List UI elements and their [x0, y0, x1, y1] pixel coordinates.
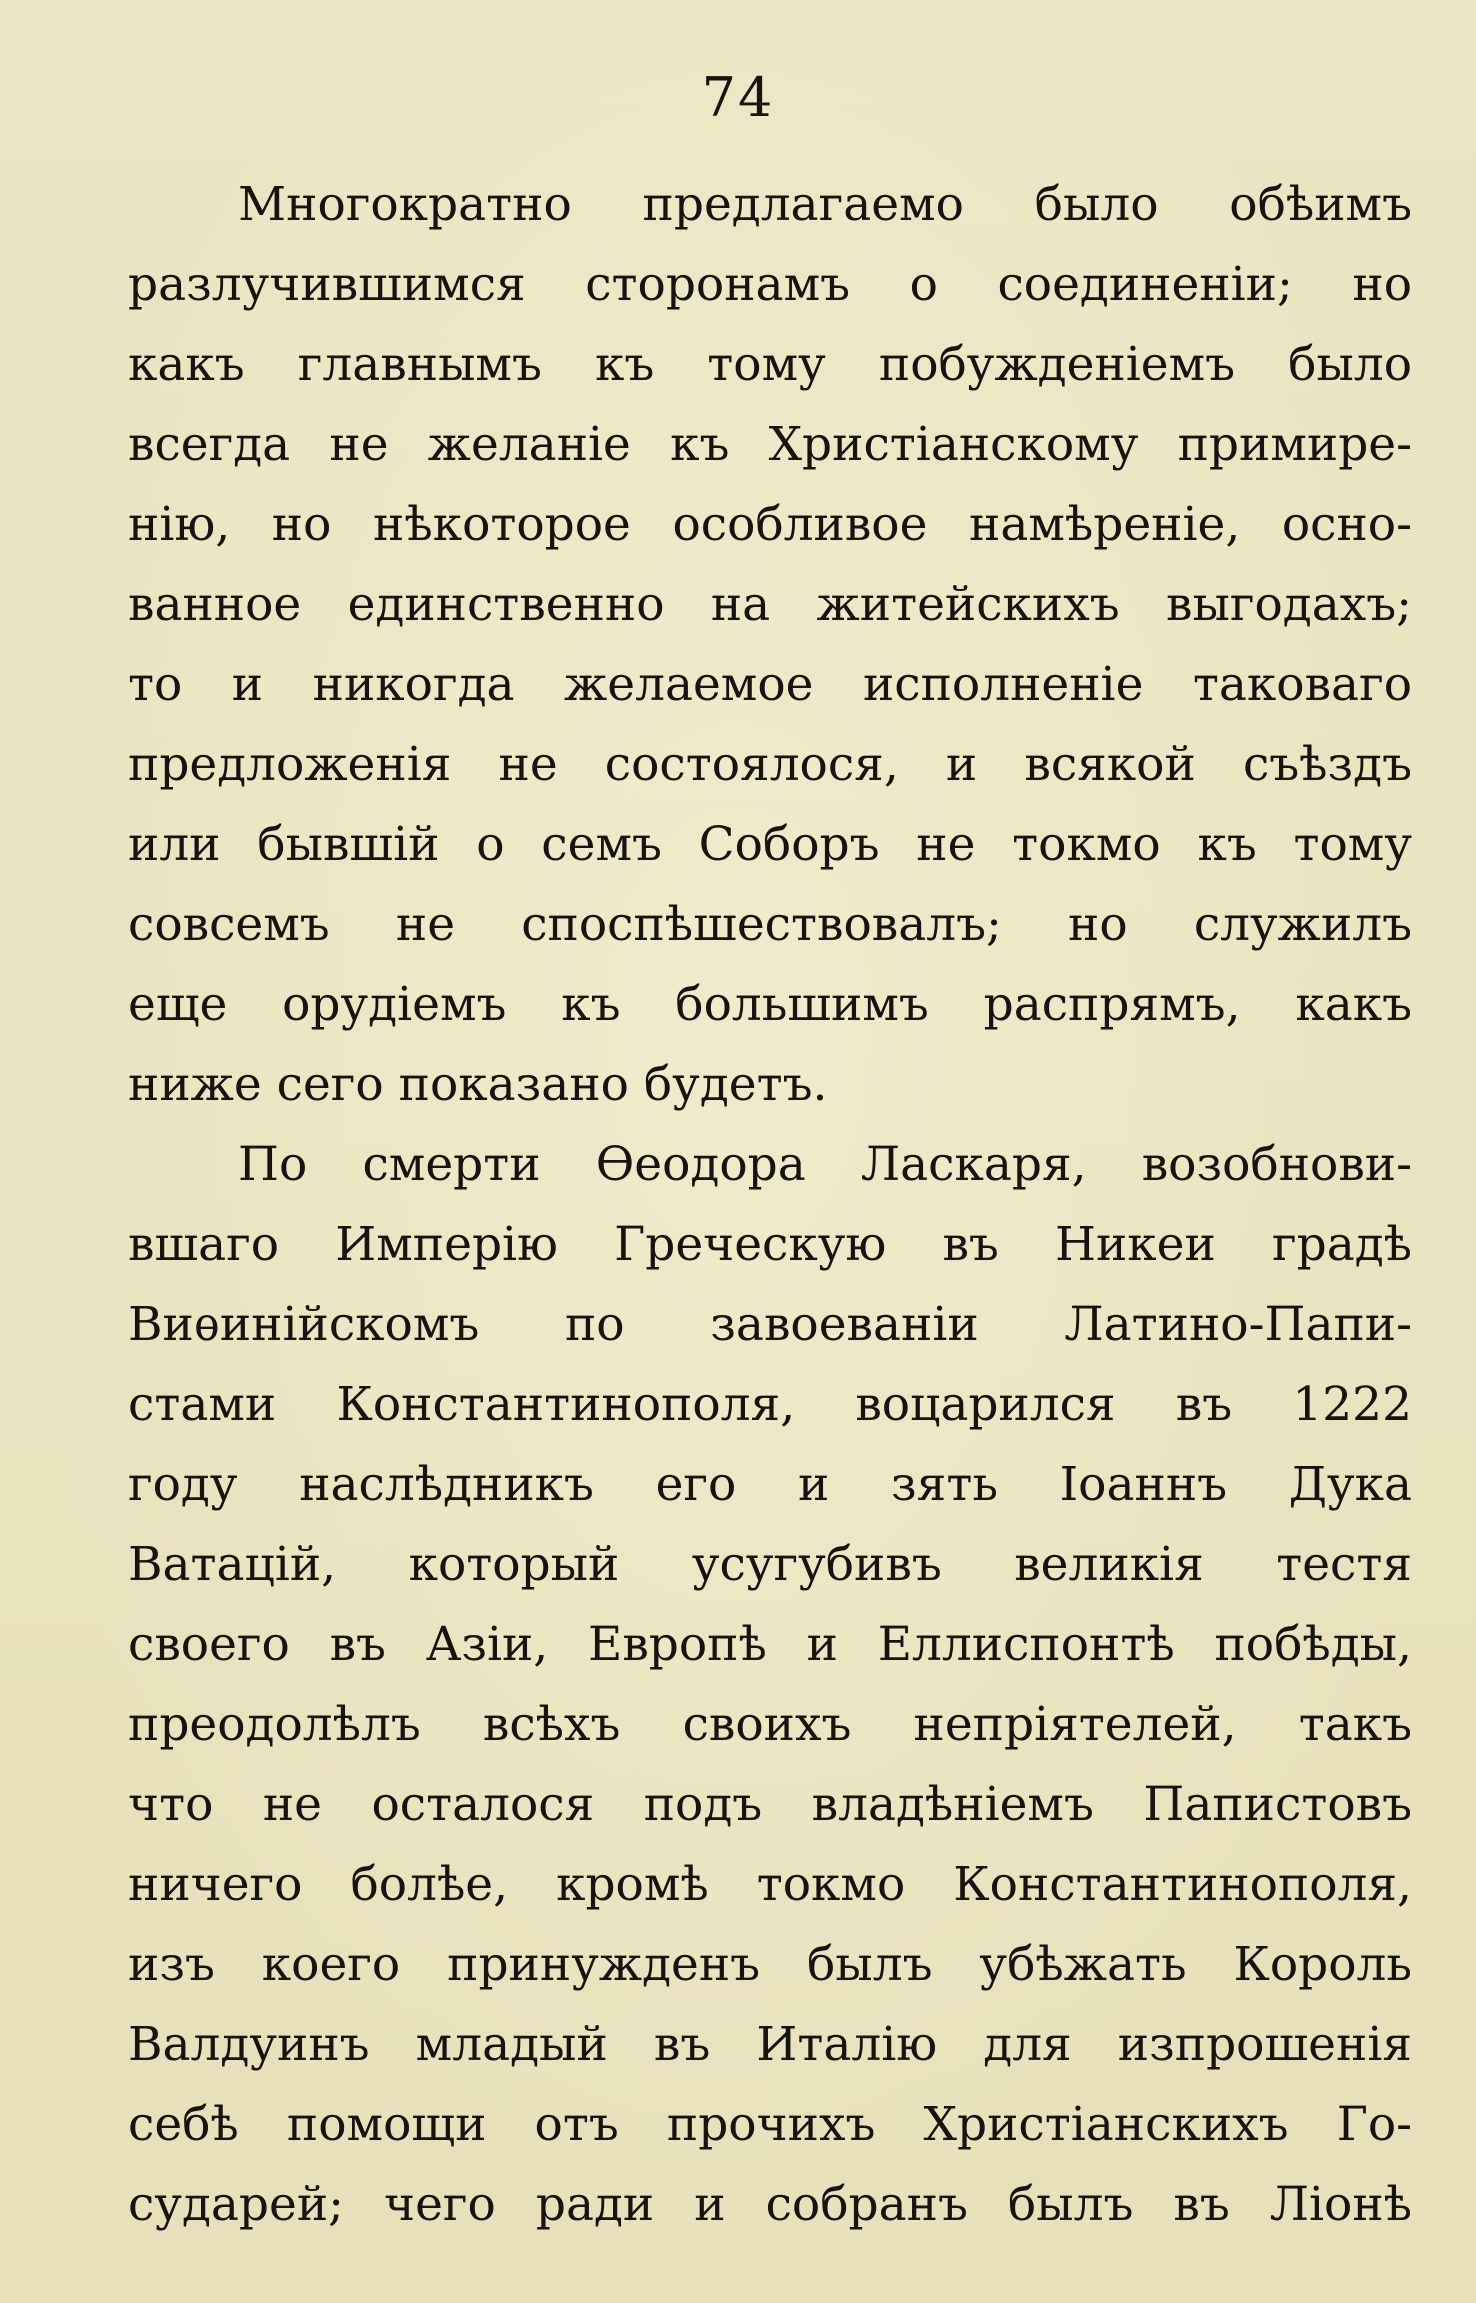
text-line: Валдуинъ младый въ Италiю для изпрошенiя — [128, 2017, 1412, 2072]
paragraph-1 — [128, 165, 1412, 1125]
text-line: стами Константинополя, воцарился въ 1222 — [128, 1377, 1412, 1432]
text-line: изъ коего принужденъ былъ убѣжать Король — [128, 1937, 1412, 1992]
text-line: разлучившимся сторонамъ о соединенiи; но — [128, 257, 1412, 312]
page-number: 74 — [701, 66, 775, 129]
text-line: году наслѣдникъ его и зять Iоаннъ Дука — [128, 1457, 1412, 1512]
text-line: Виѳинiйскомъ по завоеванiи Латино-Папи- — [128, 1297, 1412, 1352]
text-line: предложенiя не состоялося, и всякой съѣздъ — [128, 737, 1412, 792]
text-line: нiю, но нѣкоторое особливое намѣренiе, осно- — [128, 497, 1412, 552]
text-line: себѣ помощи отъ прочихъ Христiанскихъ Го- — [128, 2097, 1412, 2152]
text-line: какъ главнымъ къ тому побужденiемъ было — [128, 337, 1412, 392]
paragraph-2 — [128, 1125, 1412, 2245]
body-text — [128, 165, 1412, 2245]
text-line: сударей; чего ради и собранъ былъ въ Лiонѣ — [128, 2177, 1412, 2232]
text-line: то и никогда желаемое исполненiе таковаго — [128, 657, 1412, 712]
text-line: что не осталося подъ владѣнiемъ Папистовъ — [128, 1777, 1412, 1832]
text-line: преодолѣлъ всѣхъ своихъ непрiятелей, такъ — [128, 1697, 1412, 1752]
text-line: ванное единственно на житейскихъ выгодахъ; — [128, 577, 1412, 632]
text-line: ничего болѣе, кромѣ токмо Константинополя, — [128, 1857, 1412, 1912]
text-line: или бывшiй о семъ Соборъ не токмо къ тому — [128, 817, 1412, 872]
text-line: Многократно предлагаемо было обѣимъ — [238, 177, 1412, 232]
text-line: совсемъ не споспѣшествовалъ; но служилъ — [128, 897, 1412, 952]
text-line: Ватацiй, который усугубивъ великiя тестя — [128, 1537, 1412, 1592]
text-line: По смерти Ѳеодора Ласкаря, возобнови- — [238, 1137, 1412, 1192]
text-line: ниже сего показано будетъ. — [128, 1057, 828, 1112]
text-line: всегда не желанiе къ Христiанскому примире- — [128, 417, 1412, 472]
text-line: своего въ Азiи, Европѣ и Еллиспонтѣ побѣды, — [128, 1617, 1412, 1672]
text-line: вшаго Имперiю Греческую въ Никеи градѣ — [128, 1217, 1412, 1272]
text-line: еще орудiемъ къ большимъ распрямъ, какъ — [128, 977, 1412, 1032]
